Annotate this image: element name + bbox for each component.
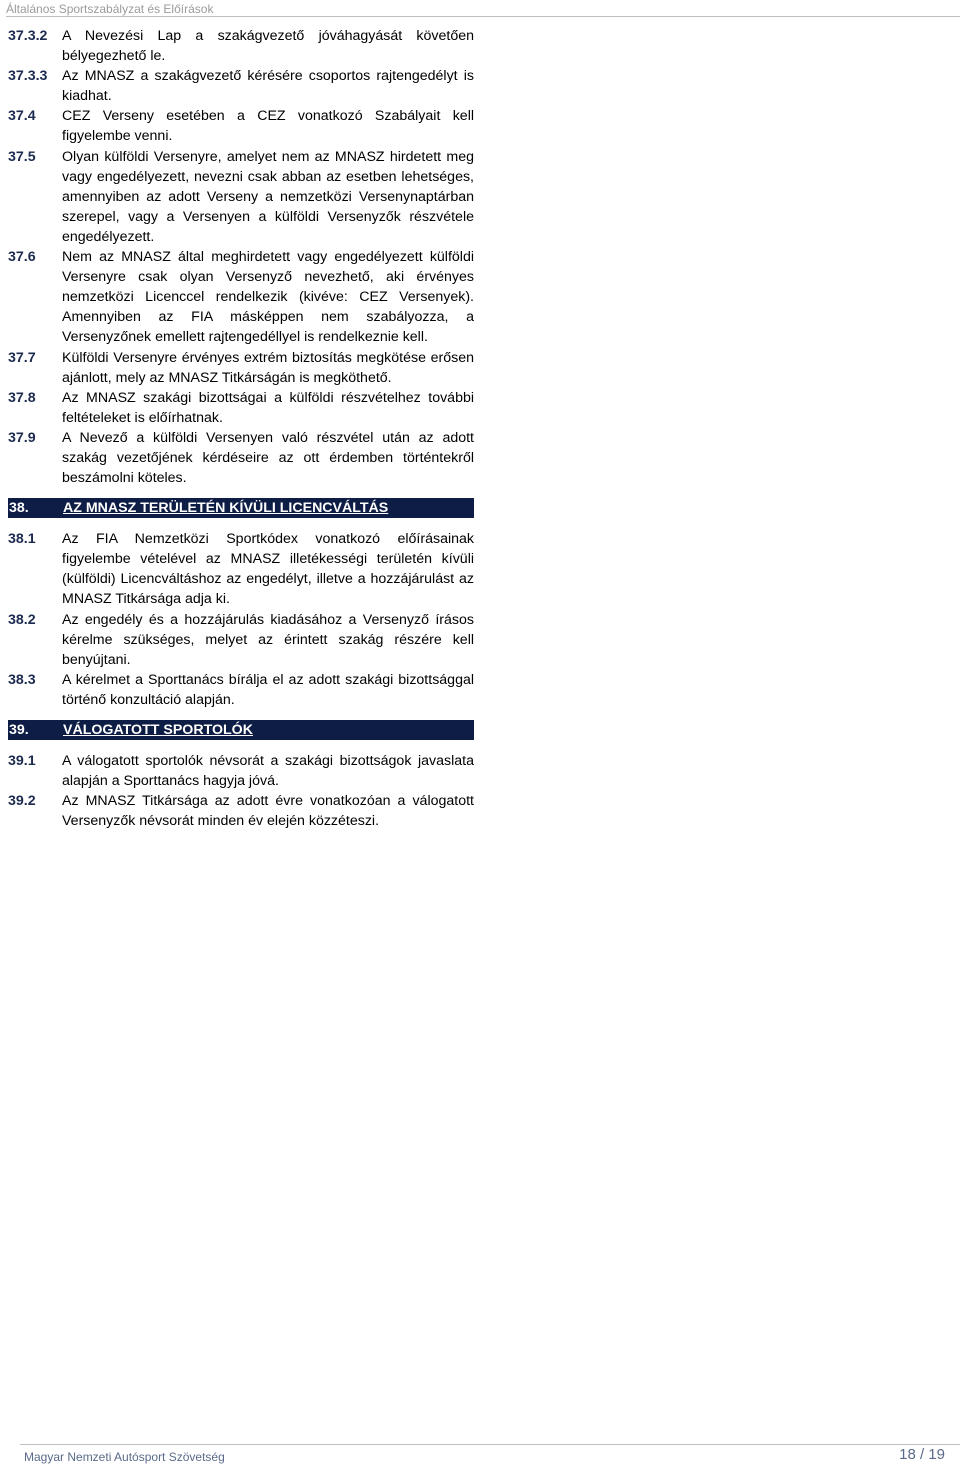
section-heading-39 [8, 720, 474, 740]
paragraph-text: Nem az MNASZ által meghirdetett vagy engedélyezett külföldi Versenyre csak olyan Versenyző nevezhető, aki érvényes nemzetközi Licenccel rendelkezik (kivéve: CEZ Versenyek). Amennyiben az FIA másképpen nem szabályozza, a Versenyzőnek emellett rajtengedéllyel is rendelkeznie kell. [62, 249, 474, 346]
paragraph-text: Az MNASZ Titkársága az adott évre vonatkozóan a válogatott Versenyzők névsorát minden év elején közzéteszi. [62, 793, 474, 830]
paragraph-number: 37.5 [8, 148, 36, 165]
paragraph-text: A Nevező a külföldi Versenyen való részvétel után az adott szakág vezetőjének kérdéseire az ott érdemben történtekről beszámolni köteles. [62, 429, 474, 487]
paragraph-38-2 [8, 610, 474, 670]
paragraph-number: 37.6 [8, 249, 36, 266]
paragraph-38-3 [8, 670, 474, 710]
paragraph-number: 37.3.2 [8, 28, 48, 44]
section-title: VÁLOGATOTT SPORTOLÓK [63, 722, 253, 738]
section-number: 39. [9, 722, 29, 738]
paragraph-number: 37.4 [8, 108, 36, 125]
section-number: 38. [9, 500, 29, 517]
header-title: Általános Sportszabályzat és Előírások [6, 2, 214, 16]
paragraph-39-2 [8, 791, 474, 831]
section-title: AZ MNASZ TERÜLETÉN KÍVÜLI LICENCVÁLTÁS [63, 500, 389, 517]
paragraph-number: 37.7 [8, 349, 36, 366]
paragraph-text: Az engedély és a hozzájárulás kiadásához a Versenyző írásos kérelme szükséges, melyet az érintett szakág részére kell benyújtani. [62, 611, 474, 668]
paragraph-37-9 [8, 428, 474, 488]
paragraph-39-1 [8, 751, 474, 791]
paragraph-number: 39.2 [8, 793, 36, 810]
paragraph-text: CEZ Verseny esetében a CEZ vonatkozó Szabályait kell figyelembe venni. [62, 108, 474, 145]
paragraph-number: 37.3.3 [8, 68, 48, 85]
paragraph-text: Az MNASZ szakági bizottságai a külföldi részvételhez további feltételeket is előírhatnak. [62, 389, 474, 426]
page-number: 18 / 19 [899, 1446, 945, 1463]
paragraph-number: 38.1 [8, 531, 36, 548]
paragraph-text: A kérelmet a Sporttanács bírálja el az adott szakági bizottsággal történő konzultáció alapján. [62, 671, 474, 708]
paragraph-number: 37.8 [8, 389, 36, 406]
paragraph-37-5 [8, 147, 474, 247]
paragraph-text: Az FIA Nemzetközi Sportkódex vonatkozó előírásainak figyelembe vételével az MNASZ illetékességi területén kívüli (külföldi) Licencváltáshoz az engedélyt, illetve a hozzájárulást az MNASZ Titkársága adja ki. [62, 531, 474, 608]
paragraph-number: 38.2 [8, 611, 36, 628]
paragraph-number: 39.1 [8, 753, 36, 769]
paragraph-37-3-2 [8, 26, 474, 66]
paragraph-37-4 [8, 106, 474, 146]
document-body [8, 26, 474, 831]
paragraph-text: Külföldi Versenyre érvényes extrém biztosítás megkötése erősen ajánlott, mely az MNASZ Titkárságán is megköthető. [62, 349, 474, 386]
page-footer [20, 1444, 960, 1468]
paragraph-37-8 [8, 388, 474, 428]
paragraph-37-7 [8, 348, 474, 388]
paragraph-text: A Nevezési Lap a szakágvezető jóváhagyását követően bélyegezhető le. [62, 28, 474, 65]
paragraph-text: Olyan külföldi Versenyre, amelyet nem az MNASZ hirdetett meg vagy engedélyezett, nevezni csak abban az esetben lehetséges, amennyiben az adott Verseny a nemzetközi Versenynaptárban szerepel, vagy a Versenyen a külföldi Versenyzők részvétele engedélyezett. [62, 148, 474, 245]
paragraph-38-1 [8, 529, 474, 609]
paragraph-text: Az MNASZ a szakágvezető kérésére csoportos rajtengedélyt is kiadhat. [62, 68, 474, 105]
paragraph-text: A válogatott sportolók névsorát a szakági bizottságok javaslata alapján a Sporttanács hagyja jóvá. [62, 753, 474, 790]
page-header [6, 0, 960, 17]
section-heading-38 [8, 498, 474, 518]
paragraph-37-3-3 [8, 66, 474, 106]
paragraph-number: 37.9 [8, 429, 36, 446]
footer-organization: Magyar Nemzeti Autósport Szövetség [24, 1450, 225, 1464]
paragraph-37-6 [8, 247, 474, 347]
paragraph-number: 38.3 [8, 671, 36, 688]
